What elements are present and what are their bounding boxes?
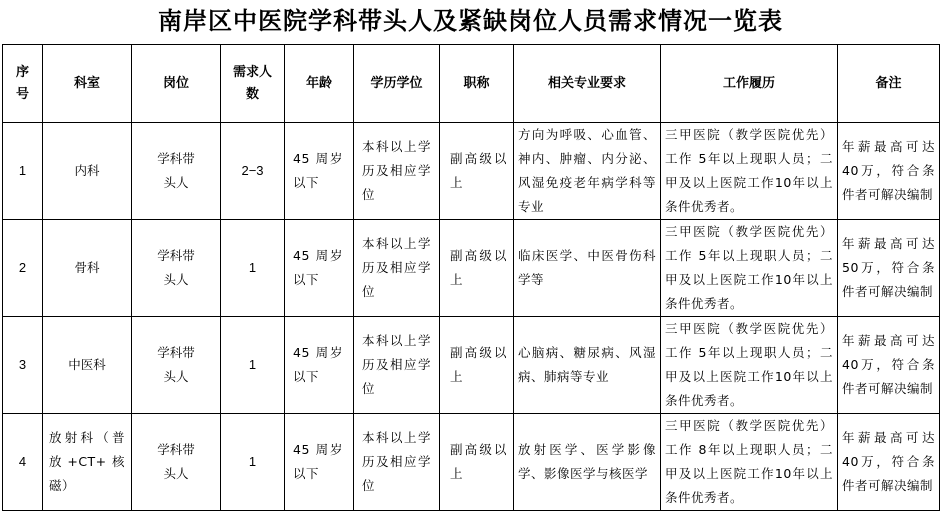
cell-age: 45 周岁以下 (285, 317, 354, 414)
cell-seq: 2 (3, 220, 43, 317)
cell-rank: 副高级以上 (440, 123, 514, 220)
recruitment-table (2, 44, 940, 511)
cell-age: 45 周岁以下 (285, 220, 354, 317)
cell-post: 学科带头人 (132, 220, 221, 317)
cell-major: 临床医学、中医骨伤科学等 (514, 220, 661, 317)
cell-dept: 放射科（普放+CT+核磁） (43, 414, 132, 511)
cell-count: 2−3 (221, 123, 285, 220)
cell-exp: 三甲医院（教学医院优先）工作 5年以上现职人员；二甲及以上医院工作10年以上条件优秀者。 (661, 123, 838, 220)
header-age: 年龄 (285, 45, 354, 123)
cell-note: 年薪最高可达40万，符合条件者可解决编制 (838, 414, 940, 511)
cell-post: 学科带头人 (132, 123, 221, 220)
cell-edu: 本科以上学历及相应学位 (354, 317, 440, 414)
cell-dept: 中医科 (43, 317, 132, 414)
cell-note: 年薪最高可达40万，符合条件者可解决编制 (838, 317, 940, 414)
cell-edu: 本科以上学历及相应学位 (354, 123, 440, 220)
header-dept: 科室 (43, 45, 132, 123)
header-rank: 职称 (440, 45, 514, 123)
header-seq: 序号 (3, 45, 43, 123)
header-post: 岗位 (132, 45, 221, 123)
cell-post: 学科带头人 (132, 317, 221, 414)
cell-note: 年薪最高可达40万，符合条件者可解决编制 (838, 123, 940, 220)
cell-major: 方向为呼吸、心血管、神内、肿瘤、内分泌、风湿免疫老年病学科等专业 (514, 123, 661, 220)
cell-exp: 三甲医院（教学医院优先）工作 5年以上现职人员；二甲及以上医院工作10年以上条件优秀者。 (661, 220, 838, 317)
table-header-row (3, 45, 940, 123)
header-count: 需求人数 (221, 45, 285, 123)
table-row (3, 220, 940, 317)
cell-seq: 3 (3, 317, 43, 414)
cell-seq: 1 (3, 123, 43, 220)
page-title: 南岸区中医院学科带头人及紧缺岗位人员需求情况一览表 (158, 7, 783, 35)
cell-major: 心脑病、糖尿病、风湿病、肺病等专业 (514, 317, 661, 414)
cell-exp: 三甲医院（教学医院优先）工作 5年以上现职人员；二甲及以上医院工作10年以上条件优秀者。 (661, 317, 838, 414)
cell-rank: 副高级以上 (440, 414, 514, 511)
cell-edu: 本科以上学历及相应学位 (354, 220, 440, 317)
cell-rank: 副高级以上 (440, 220, 514, 317)
table-row (3, 123, 940, 220)
cell-edu: 本科以上学历及相应学位 (354, 414, 440, 511)
cell-age: 45 周岁以下 (285, 123, 354, 220)
cell-age: 45 周岁以下 (285, 414, 354, 511)
cell-count: 1 (221, 414, 285, 511)
cell-seq: 4 (3, 414, 43, 511)
cell-major: 放射医学、医学影像学、影像医学与核医学 (514, 414, 661, 511)
header-major: 相关专业要求 (514, 45, 661, 123)
table-row (3, 317, 940, 414)
header-note: 备注 (838, 45, 940, 123)
header-edu: 学历学位 (354, 45, 440, 123)
cell-dept: 内科 (43, 123, 132, 220)
cell-exp: 三甲医院（教学医院优先）工作 8年以上现职人员；二甲及以上医院工作10年以上条件优秀者。 (661, 414, 838, 511)
cell-rank: 副高级以上 (440, 317, 514, 414)
cell-count: 1 (221, 220, 285, 317)
cell-note: 年薪最高可达50万，符合条件者可解决编制 (838, 220, 940, 317)
cell-post: 学科带头人 (132, 414, 221, 511)
table-row (3, 414, 940, 511)
cell-dept: 骨科 (43, 220, 132, 317)
cell-count: 1 (221, 317, 285, 414)
header-exp: 工作履历 (661, 45, 838, 123)
